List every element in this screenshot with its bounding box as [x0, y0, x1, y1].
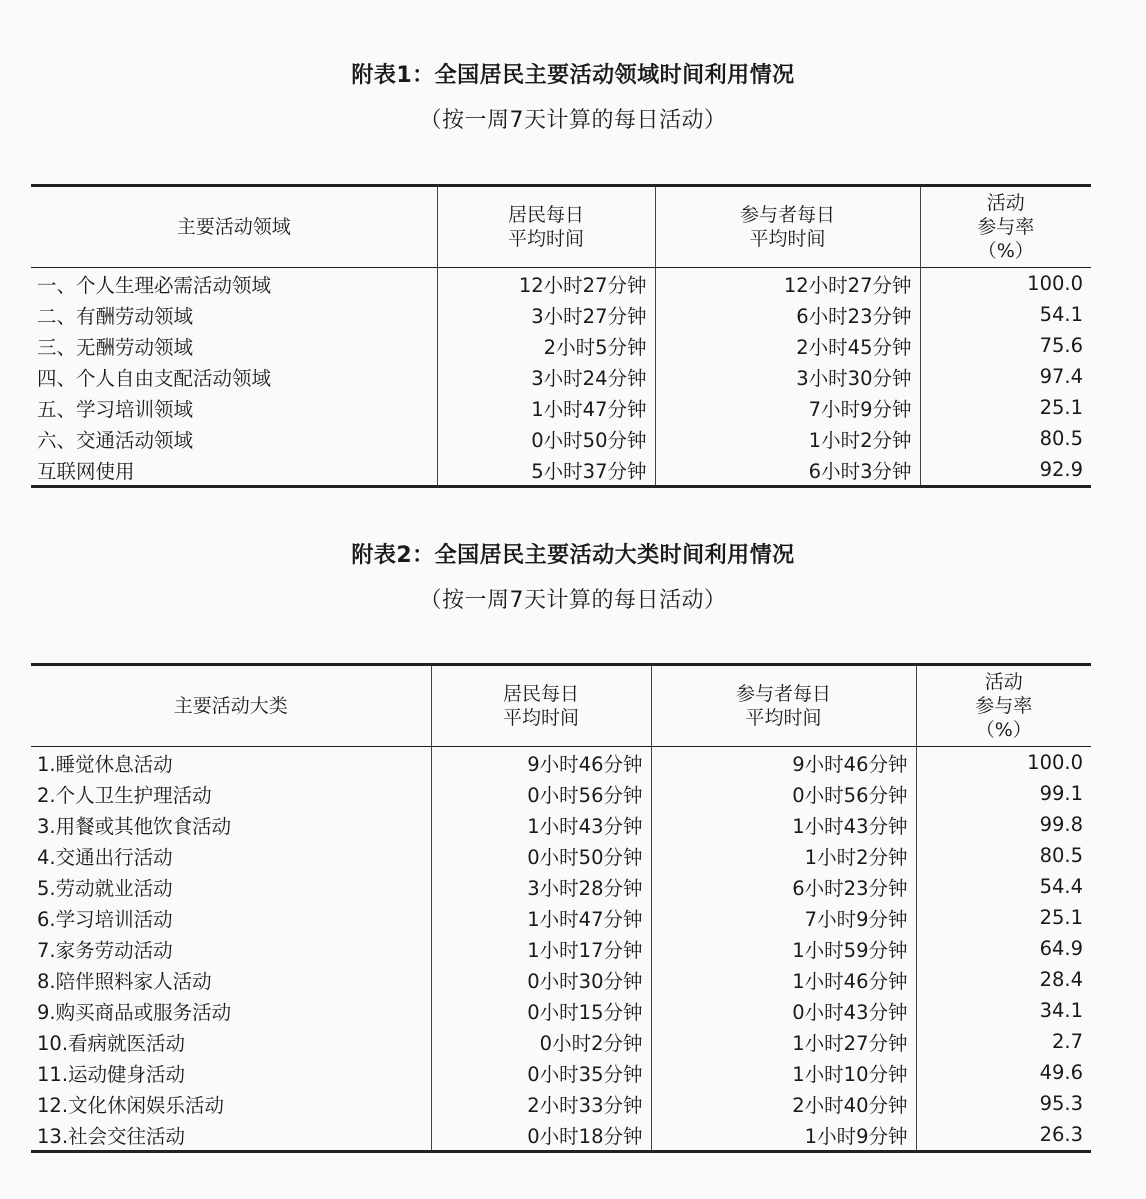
- table1: [31, 184, 1091, 488]
- table-row: [31, 1026, 1091, 1057]
- table1-header-participant-avg-time: 参与者每日 平均时间: [655, 186, 920, 268]
- activity-name-cell: 9.购买商品或服务活动: [37, 1000, 232, 1024]
- participant-time-cell: 1小时59分钟: [651, 933, 916, 964]
- table2-header-participation-rate: 活动 参与率 （%）: [916, 665, 1091, 747]
- activity-name-cell: 四、个人自由支配活动领域: [37, 366, 272, 390]
- participation-rate-cell: 75.6: [920, 330, 1091, 361]
- participation-rate-cell: 80.5: [916, 840, 1091, 871]
- resident-time-cell: 3小时24分钟: [437, 361, 655, 392]
- activity-name-cell: 7.家务劳动活动: [37, 938, 173, 962]
- table-row: [31, 299, 1091, 330]
- activity-name-cell: 13.社会交往活动: [31, 1119, 431, 1152]
- activity-name-cell: 5.劳动就业活动: [37, 876, 173, 900]
- participant-time-cell: 1小时2分钟: [655, 423, 920, 454]
- participant-time-cell: 6小时23分钟: [655, 299, 920, 330]
- participant-time-cell: 6小时3分钟: [655, 454, 920, 487]
- table2: [31, 663, 1091, 1153]
- table-row: [31, 330, 1091, 361]
- participant-time-cell: 9小时46分钟: [651, 747, 916, 779]
- resident-time-cell: 1小时47分钟: [437, 392, 655, 423]
- table-row: [31, 1119, 1091, 1152]
- resident-time-cell: 1小时47分钟: [431, 902, 651, 933]
- table1-header-resident-avg-time: 居民每日 平均时间: [437, 186, 655, 268]
- participant-time-cell: 12小时27分钟: [655, 268, 920, 300]
- participant-time-cell: 1小时43分钟: [651, 809, 916, 840]
- participant-time-cell: 2小时40分钟: [651, 1088, 916, 1119]
- table-row: [31, 933, 1091, 964]
- activity-name-cell: 三、无酬劳动领域: [37, 335, 194, 359]
- table-row: [31, 840, 1091, 871]
- participant-time-cell: 6小时23分钟: [651, 871, 916, 902]
- participant-time-cell: 7小时9分钟: [655, 392, 920, 423]
- activity-name-cell: 8.陪伴照料家人活动: [37, 969, 212, 993]
- resident-time-cell: 0小时2分钟: [431, 1026, 651, 1057]
- table-row: [31, 902, 1091, 933]
- activity-name-cell: 1.睡觉休息活动: [37, 752, 173, 776]
- table-row: [31, 361, 1091, 392]
- resident-time-cell: 12小时27分钟: [437, 268, 655, 300]
- table-row: [31, 392, 1091, 423]
- activity-name-cell: 一、个人生理必需活动领域: [37, 273, 272, 297]
- participation-rate-cell: 99.8: [916, 809, 1091, 840]
- resident-time-cell: 0小时56分钟: [431, 778, 651, 809]
- participation-rate-cell: 25.1: [916, 902, 1091, 933]
- participation-rate-cell: 80.5: [920, 423, 1091, 454]
- table2-title: 附表2：全国居民主要活动大类时间利用情况: [351, 543, 795, 568]
- resident-time-cell: 0小时50分钟: [431, 840, 651, 871]
- table-row: [31, 809, 1091, 840]
- participation-rate-cell: 28.4: [916, 964, 1091, 995]
- table-row: [31, 454, 1091, 487]
- participant-time-cell: 3小时30分钟: [655, 361, 920, 392]
- activity-name-cell: 六、交通活动领域: [37, 428, 194, 452]
- table-row: [31, 964, 1091, 995]
- resident-time-cell: 2小时33分钟: [431, 1088, 651, 1119]
- resident-time-cell: 5小时37分钟: [437, 454, 655, 487]
- participant-time-cell: 1小时10分钟: [651, 1057, 916, 1088]
- participant-time-cell: 2小时45分钟: [655, 330, 920, 361]
- table-row: [31, 871, 1091, 902]
- participant-time-cell: 1小时2分钟: [651, 840, 916, 871]
- resident-time-cell: 0小时15分钟: [431, 995, 651, 1026]
- participation-rate-cell: 25.1: [920, 392, 1091, 423]
- resident-time-cell: 1小时17分钟: [431, 933, 651, 964]
- participant-time-cell: 0小时43分钟: [651, 995, 916, 1026]
- activity-name-cell: 3.用餐或其他饮食活动: [37, 814, 232, 838]
- activity-name-cell: 12.文化休闲娱乐活动: [37, 1093, 225, 1117]
- table-row: [31, 995, 1091, 1026]
- table1-title: 附表1：全国居民主要活动领域时间利用情况: [351, 63, 795, 88]
- table2-header-resident-avg-time: 居民每日 平均时间: [431, 665, 651, 747]
- participant-time-cell: 1小时9分钟: [651, 1119, 916, 1152]
- table1-header-participation-rate: 活动 参与率 （%）: [920, 186, 1091, 268]
- resident-time-cell: 0小时35分钟: [431, 1057, 651, 1088]
- participant-time-cell: 1小时46分钟: [651, 964, 916, 995]
- activity-name-cell: 2.个人卫生护理活动: [37, 783, 212, 807]
- participant-time-cell: 7小时9分钟: [651, 902, 916, 933]
- participation-rate-cell: 34.1: [916, 995, 1091, 1026]
- table-row: [31, 747, 1091, 779]
- participant-time-cell: 1小时27分钟: [651, 1026, 916, 1057]
- participation-rate-cell: 99.1: [916, 778, 1091, 809]
- table-row: [31, 268, 1091, 300]
- table1-subtitle: （按一周7天计算的每日活动）: [419, 108, 727, 133]
- resident-time-cell: 0小时18分钟: [431, 1119, 651, 1152]
- activity-name-cell: 10.看病就医活动: [37, 1031, 186, 1055]
- activity-name-cell: 6.学习培训活动: [37, 907, 173, 931]
- table-row: [31, 1088, 1091, 1119]
- activity-name-cell: 二、有酬劳动领域: [37, 304, 194, 328]
- participation-rate-cell: 97.4: [920, 361, 1091, 392]
- activity-name-cell: 4.交通出行活动: [37, 845, 173, 869]
- participation-rate-cell: 95.3: [916, 1088, 1091, 1119]
- table-row: [31, 423, 1091, 454]
- activity-name-cell: 五、学习培训领域: [37, 397, 194, 421]
- participation-rate-cell: 64.9: [916, 933, 1091, 964]
- resident-time-cell: 3小时27分钟: [437, 299, 655, 330]
- table2-subtitle: （按一周7天计算的每日活动）: [419, 588, 727, 613]
- table2-header-activity-category: 主要活动大类: [31, 665, 431, 747]
- participation-rate-cell: 54.4: [916, 871, 1091, 902]
- resident-time-cell: 3小时28分钟: [431, 871, 651, 902]
- resident-time-cell: 9小时46分钟: [431, 747, 651, 779]
- participation-rate-cell: 100.0: [916, 747, 1091, 779]
- participation-rate-cell: 49.6: [916, 1057, 1091, 1088]
- resident-time-cell: 2小时5分钟: [437, 330, 655, 361]
- participant-time-cell: 0小时56分钟: [651, 778, 916, 809]
- resident-time-cell: 0小时30分钟: [431, 964, 651, 995]
- table-row: [31, 778, 1091, 809]
- table2-header-participant-avg-time: 参与者每日 平均时间: [651, 665, 916, 747]
- resident-time-cell: 0小时50分钟: [437, 423, 655, 454]
- table1-header-activity-domain: 主要活动领域: [31, 186, 437, 268]
- table-row: [31, 1057, 1091, 1088]
- activity-name-cell: 11.运动健身活动: [37, 1062, 186, 1086]
- participation-rate-cell: 2.7: [916, 1026, 1091, 1057]
- participation-rate-cell: 54.1: [920, 299, 1091, 330]
- participation-rate-cell: 100.0: [920, 268, 1091, 300]
- activity-name-cell: 互联网使用: [31, 454, 437, 487]
- participation-rate-cell: 26.3: [916, 1119, 1091, 1152]
- resident-time-cell: 1小时43分钟: [431, 809, 651, 840]
- participation-rate-cell: 92.9: [920, 454, 1091, 487]
